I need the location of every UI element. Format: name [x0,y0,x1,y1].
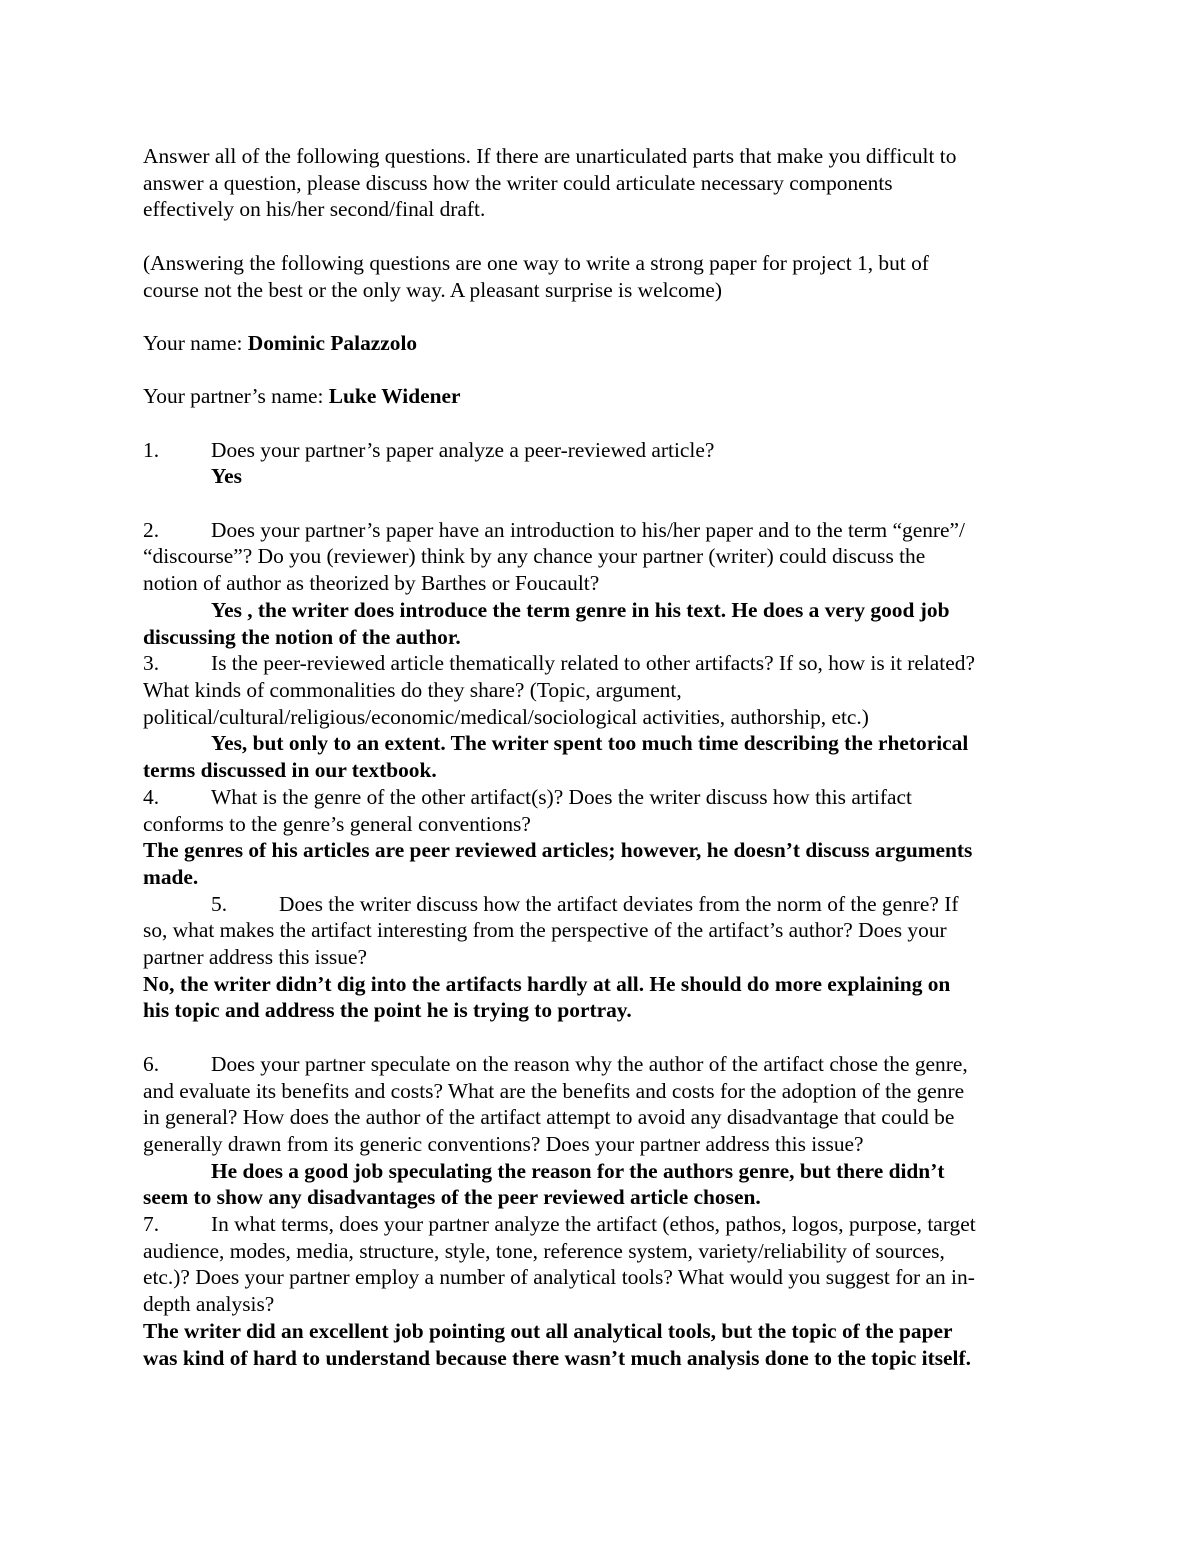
question-text: depth analysis? [143,1292,275,1317]
answer-text: He does a good job speculating the reason for the authors genre, but there didn’t [211,1158,945,1183]
answer-text: was kind of hard to understand because there wasn’t much analysis done to the topic itself. [143,1345,971,1370]
question-number: 2. [143,517,160,542]
question-text: so, what makes the artifact interesting from the perspective of the artifact’s author? Does your [143,918,947,943]
question-2 [143,517,1058,651]
your-name-line [143,330,1058,357]
answer-text: The genres of his articles are peer reviewed articles; however, he doesn’t discuss arguments [143,838,973,863]
answer-text: seem to show any disadvantages of the peer reviewed article chosen. [143,1185,761,1210]
answer-text: No, the writer didn’t dig into the artifacts hardly at all. He should do more explaining on [143,971,951,996]
question-6 [143,1051,1058,1211]
answer-text: his topic and address the point he is trying to portray. [143,998,632,1023]
question-5 [143,891,1058,1025]
question-text: generally drawn from its generic conventions? Does your partner address this issue? [143,1131,864,1156]
question-text: 2. Does your partner’s paper have an introduction to his/her paper and to the term “genre”/ [143,517,965,542]
question-4 [143,784,1058,891]
answer-text: The writer did an excellent job pointing out all analytical tools, but the topic of the paper [143,1318,953,1343]
text-line: answer a question, please discuss how the writer could articulate necessary components [143,170,893,195]
question-number: 1. [143,437,160,462]
question-text: “discourse”? Do you (reviewer) think by any chance your partner (writer) could discuss the [143,544,926,569]
question-text: partner address this issue? [143,945,367,970]
question-text: etc.)? Does your partner employ a number of analytical tools? What would you suggest for an in- [143,1265,975,1290]
instructions-paragraph [143,143,1058,223]
question-text: conforms to the genre’s general conventions? [143,811,531,836]
partner-name-value: Luke Widener [328,384,461,409]
question-number: 7. [143,1212,160,1237]
question-number: 6. [143,1051,160,1076]
question-text: notion of author as theorized by Barthes or Foucault? [143,571,600,596]
document-body [143,143,1058,1371]
question-3 [143,650,1058,784]
answer-text: made. [143,864,199,889]
question-text: 1. Does your partner’s paper analyze a peer-reviewed article? [143,437,715,462]
text-line: Answer all of the following questions. If there are unarticulated parts that make you difficult to [143,144,957,168]
note-paragraph [143,250,1058,303]
question-text: 4. What is the genre of the other artifact(s)? Does the writer discuss how this artifact [143,784,912,809]
question-text: audience, modes, media, structure, style, tone, reference system, variety/reliability of sources, [143,1238,945,1263]
question-number: 3. [143,651,160,676]
answer-text: Yes, but only to an extent. The writer spent too much time describing the rhetorical [211,731,969,756]
answer-text: Yes [211,464,242,489]
question-text: 7. In what terms, does your partner analyze the artifact (ethos, pathos, logos, purpose, target [143,1212,976,1237]
question-text: 3. Is the peer-reviewed article thematically related to other artifacts? If so, how is it related? [143,651,975,676]
question-7 [143,1211,1058,1371]
question-text: What kinds of commonalities do they share? (Topic, argument, [143,677,682,702]
your-name-label: Your name: [143,330,248,355]
question-text: 6. Does your partner speculate on the reason why the author of the artifact chose the genre, [143,1051,968,1076]
text-line: (Answering the following questions are one way to write a strong paper for project 1, but of [143,250,929,275]
question-text: political/cultural/religious/economic/medical/sociological activities, authorship, etc.) [143,704,869,729]
question-number: 4. [143,784,160,809]
question-text: 5. Does the writer discuss how the artifact deviates from the norm of the genre? If [211,891,959,916]
partner-name-line [143,383,1058,410]
answer-text: discussing the notion of the author. [143,624,461,649]
question-1 [143,437,1058,490]
text-line: course not the best or the only way. A pleasant surprise is welcome) [143,277,722,302]
your-name-value: Dominic Palazzolo [247,330,418,355]
answer-text: Yes , the writer does introduce the term genre in his text. He does a very good job [211,597,950,622]
partner-name-label: Your partner’s name: [143,384,329,409]
answer-text: terms discussed in our textbook. [143,758,437,783]
text-line: effectively on his/her second/final draft. [143,197,486,222]
question-text: in general? How does the author of the artifact attempt to avoid any disadvantage that could be [143,1105,955,1130]
question-number: 5. [211,891,228,916]
question-text: and evaluate its benefits and costs? What are the benefits and costs for the adoption of the genre [143,1078,965,1103]
